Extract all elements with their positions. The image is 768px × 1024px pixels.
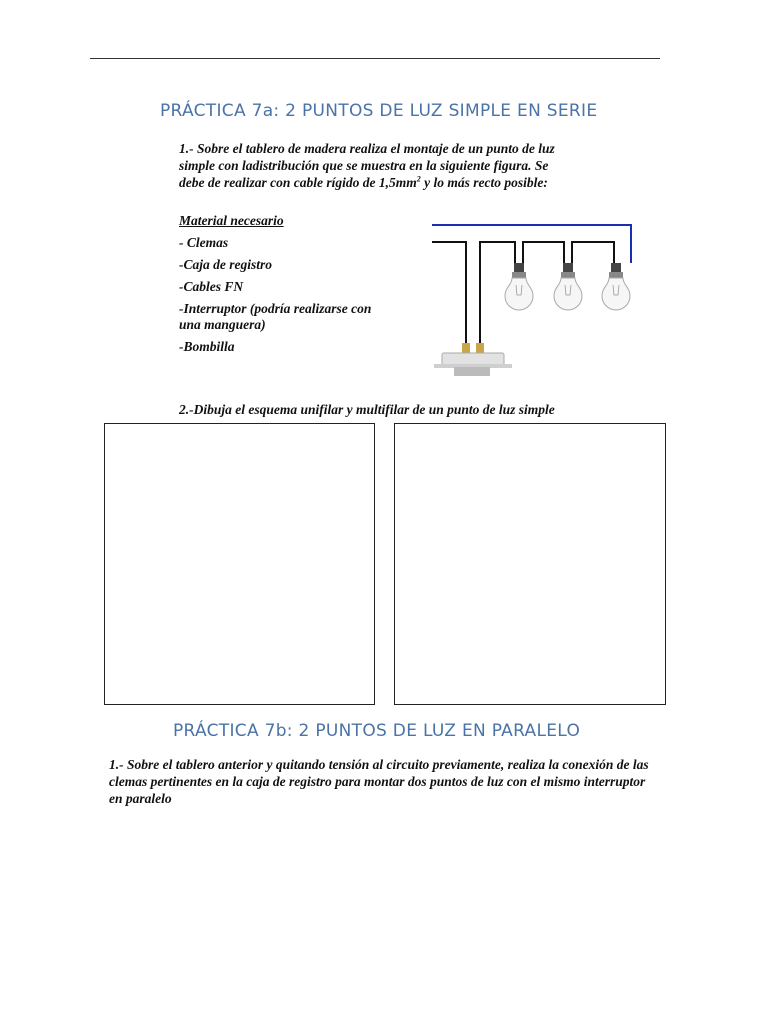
materials-title: Material necesario	[179, 213, 284, 228]
bulb-2	[554, 263, 582, 310]
exercise-1-tail: y lo más recto posible:	[420, 175, 548, 190]
exercise-7b-text: 1.- Sobre el tablero anterior y quitando tensión al circuito previamente, realiza la conexión de las clemas pertinentes en la caja de registro para montar dos puntos de luz con el mismo interruptor en paralelo	[109, 757, 649, 806]
bulb-1	[505, 263, 533, 310]
drawing-box-unifilar[interactable]	[104, 423, 375, 705]
material-item: - Clemas	[179, 235, 229, 250]
phase-wire	[432, 225, 631, 263]
material-item: -Interruptor (podría realizarse con una manguera)	[179, 301, 372, 332]
material-item: -Caja de registro	[179, 257, 272, 272]
wiring-diagram	[420, 215, 645, 380]
bulb-3	[602, 263, 630, 310]
series-wire-1	[523, 242, 564, 263]
exercise-1-superscript: 2	[416, 174, 421, 184]
header-rule	[90, 58, 660, 59]
switch	[434, 343, 512, 376]
material-item: -Cables FN	[179, 279, 244, 294]
neutral-wire	[432, 242, 466, 343]
heading-practica-7b: PRÁCTICA 7b: 2 PUNTOS DE LUZ EN PARALELO	[173, 721, 581, 741]
drawing-box-multifilar[interactable]	[394, 423, 666, 705]
wires	[432, 225, 631, 343]
heading-practica-7a: PRÁCTICA 7a: 2 PUNTOS DE LUZ SIMPLE EN SERIE	[160, 101, 598, 121]
exercise-1-text	[179, 140, 569, 191]
series-wire-2	[572, 242, 614, 263]
exercise-1-main: 1.- Sobre el tablero de madera realiza el montaje de un punto de luz simple con ladistribución que se muestra en la siguiente figura. Se debe de realizar con cable rígido de 1,5mm	[179, 141, 555, 190]
exercise-2-text: 2.-Dibuja el esquema unifilar y multifilar de un punto de luz simple	[179, 402, 555, 417]
material-item: -Bombilla	[179, 339, 235, 354]
materials-list	[179, 213, 394, 361]
